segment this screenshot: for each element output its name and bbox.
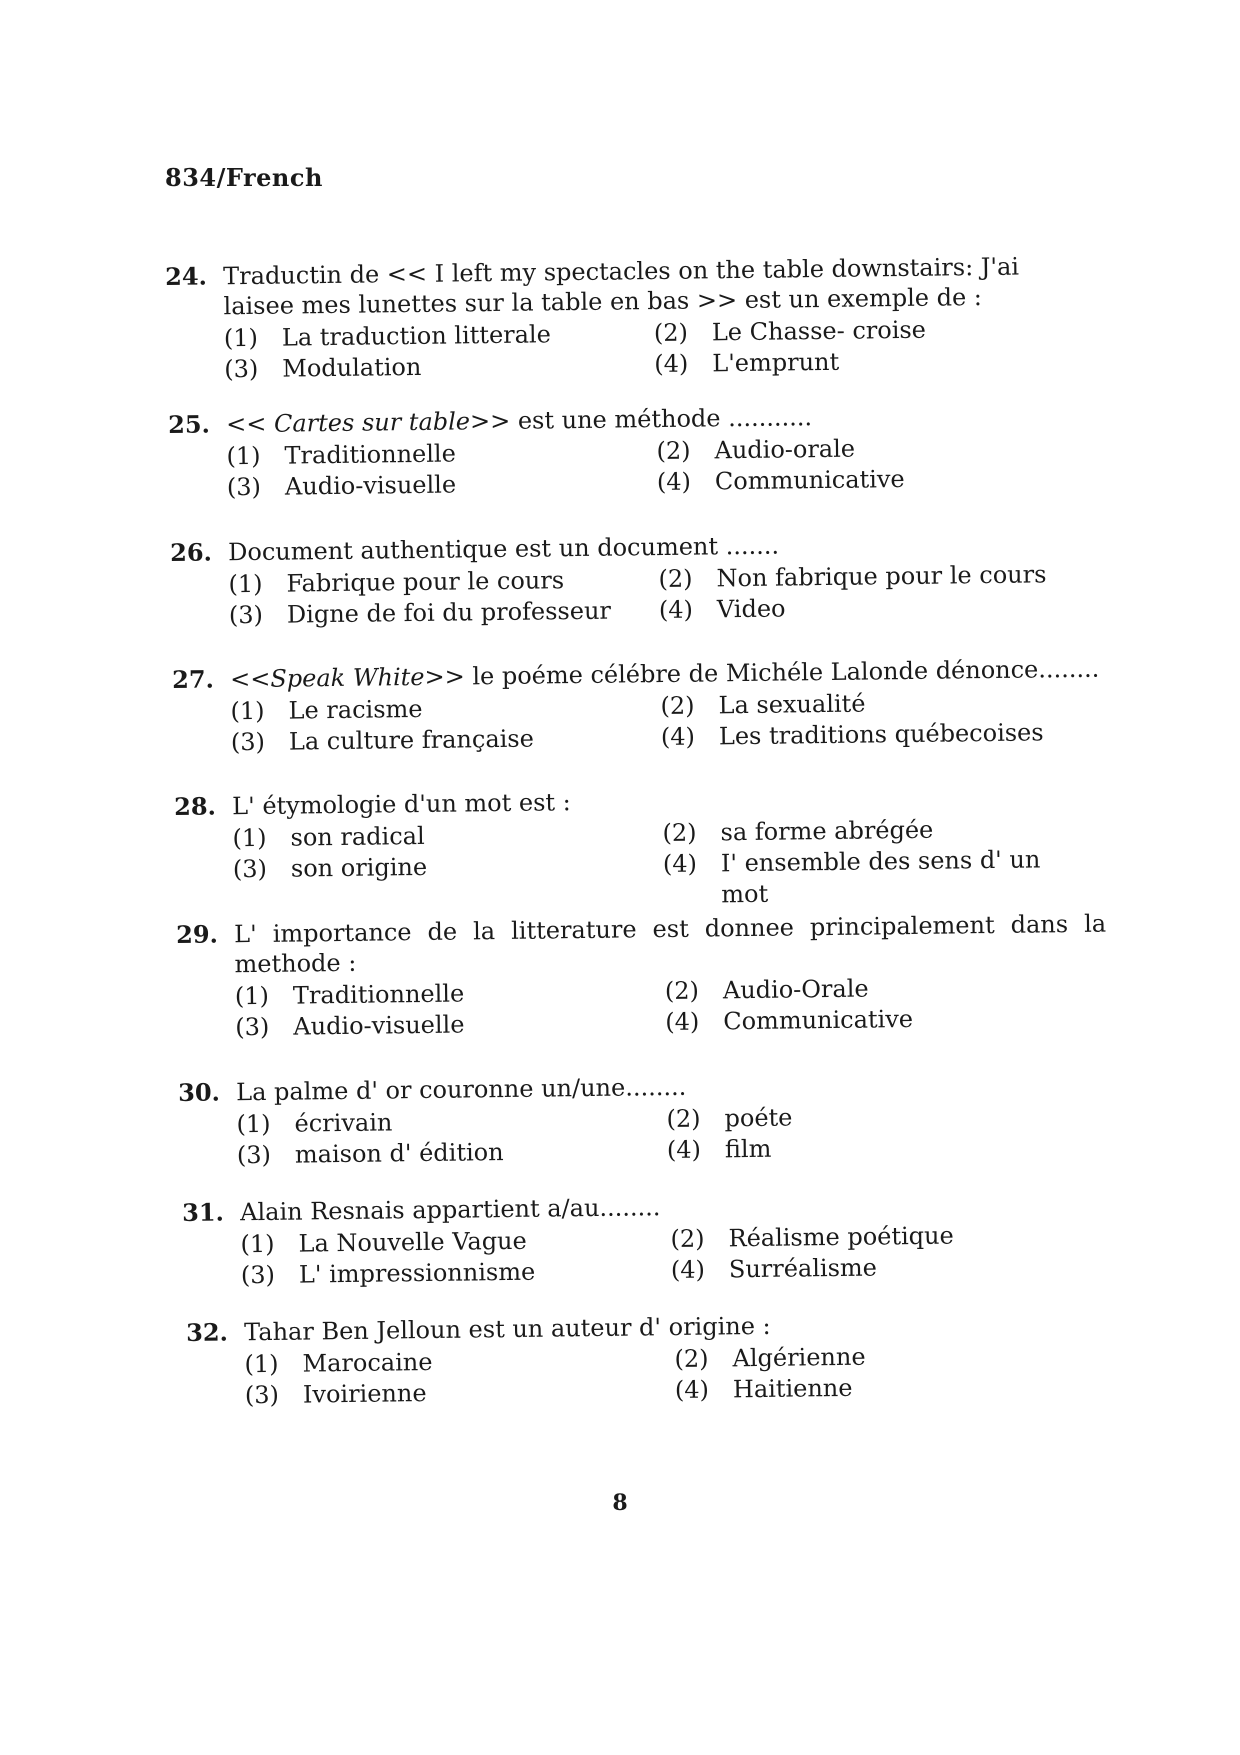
question-text: Alain Resnais appartient a/au........: [240, 1193, 661, 1227]
option-3: (3) son origine: [232, 852, 428, 884]
option-1: (1) La traduction litterale: [223, 320, 552, 353]
option-3: (3) Digne de foi du professeur: [228, 596, 612, 630]
question-29: [176, 909, 1107, 1044]
question-text: <<Speak White>> le poéme célébre de Michéle Lalonde dénonce........: [230, 654, 1100, 694]
options: [236, 1099, 1109, 1172]
question-number: 29.: [176, 919, 219, 949]
question-number: 26.: [170, 537, 213, 567]
option-2: (2) Le Chasse- croise: [653, 315, 927, 348]
question-text: Traductin de << I left my spectacles on the table downstairs: J'ai laisee mes lunettes sur la table en bas >> est un exemple de :: [223, 252, 1020, 321]
option-4: (4) I' ensemble des sens d' un mot: [662, 845, 1041, 909]
page-number: 8: [612, 1490, 628, 1516]
question-26: [170, 527, 1101, 632]
option-2: (2) sa forme abrégée: [662, 815, 934, 848]
option-2: (2) Audio-Orale: [664, 974, 869, 1006]
question-text: Document authentique est un document .......: [228, 531, 780, 567]
option-3: (3) Audio-visuelle: [235, 1010, 465, 1042]
option-1: (1) Marocaine: [244, 1347, 433, 1379]
option-2: (2) Réalisme poétique: [670, 1221, 954, 1254]
question-number: 25.: [168, 409, 211, 439]
option-4: (4) film: [666, 1134, 772, 1165]
option-2: (2) Non fabrique pour le cours: [658, 560, 1047, 594]
question-number: 30.: [178, 1077, 221, 1107]
option-2: (2) Audio-orale: [656, 434, 856, 466]
option-4: (4) Haitienne: [674, 1373, 853, 1405]
option-2: (2) La sexualité: [660, 689, 866, 721]
option-2: (2) Algérienne: [674, 1342, 866, 1374]
option-3: (3) Ivoirienne: [244, 1379, 427, 1410]
options: [235, 971, 1108, 1044]
option-2: (2) poéte: [666, 1103, 793, 1134]
option-4: (4) Surréalisme: [670, 1253, 878, 1285]
options: [228, 559, 1101, 632]
question-30: [178, 1067, 1109, 1172]
option-1: (1) Fabrique pour le cours: [228, 566, 565, 599]
question-number: 24.: [165, 261, 208, 291]
option-1: (1) La Nouvelle Vague: [240, 1226, 527, 1259]
question-27: [172, 654, 1103, 759]
question-number: 28.: [174, 791, 217, 821]
question-number: 32.: [186, 1317, 229, 1347]
question-text: L' importance de la litterature est donnee principalement dans la methode :: [234, 909, 1107, 979]
option-4: (4) Les traditions québecoises: [660, 718, 1044, 752]
options: [240, 1219, 1113, 1292]
options: [232, 813, 1105, 917]
options: [244, 1339, 1117, 1412]
option-3: (3) La culture française: [230, 724, 535, 757]
option-4: (4) Communicative: [665, 1005, 914, 1037]
page-header: 834/French: [165, 163, 323, 192]
question-24: [165, 251, 1096, 386]
option-4: (4) Video: [658, 594, 786, 625]
options: [226, 431, 1099, 504]
option-1: (1) son radical: [232, 821, 425, 853]
question-text: La palme d' or couronne un/une........: [236, 1072, 687, 1107]
option-1: (1) Le racisme: [230, 694, 423, 726]
question-number: 27.: [172, 664, 215, 694]
options: [224, 313, 1097, 386]
option-3: (3) maison d' édition: [236, 1138, 504, 1170]
option-3: (3) Audio-visuelle: [226, 470, 457, 502]
question-text: L' étymologie d'un mot est :: [232, 788, 571, 821]
question-number: 31.: [182, 1197, 225, 1227]
option-4: (4) L'emprunt: [654, 347, 840, 379]
option-3: (3) L' impressionnisme: [240, 1257, 536, 1290]
option-1: (1) Traditionnelle: [226, 439, 457, 471]
question-text: Tahar Ben Jelloun est un auteur d' origine :: [244, 1311, 771, 1347]
options: [230, 686, 1103, 759]
question-32: [186, 1307, 1117, 1412]
option-1: (1) écrivain: [236, 1108, 393, 1139]
option-3: (3) Modulation: [224, 352, 422, 384]
question-25: [168, 399, 1099, 504]
option-1: (1) Traditionnelle: [234, 979, 465, 1011]
question-text: << Cartes sur table>> est une méthode ...........: [226, 403, 813, 439]
question-28: [174, 781, 1105, 917]
option-4: (4) Communicative: [656, 465, 905, 497]
question-31: [182, 1187, 1113, 1292]
